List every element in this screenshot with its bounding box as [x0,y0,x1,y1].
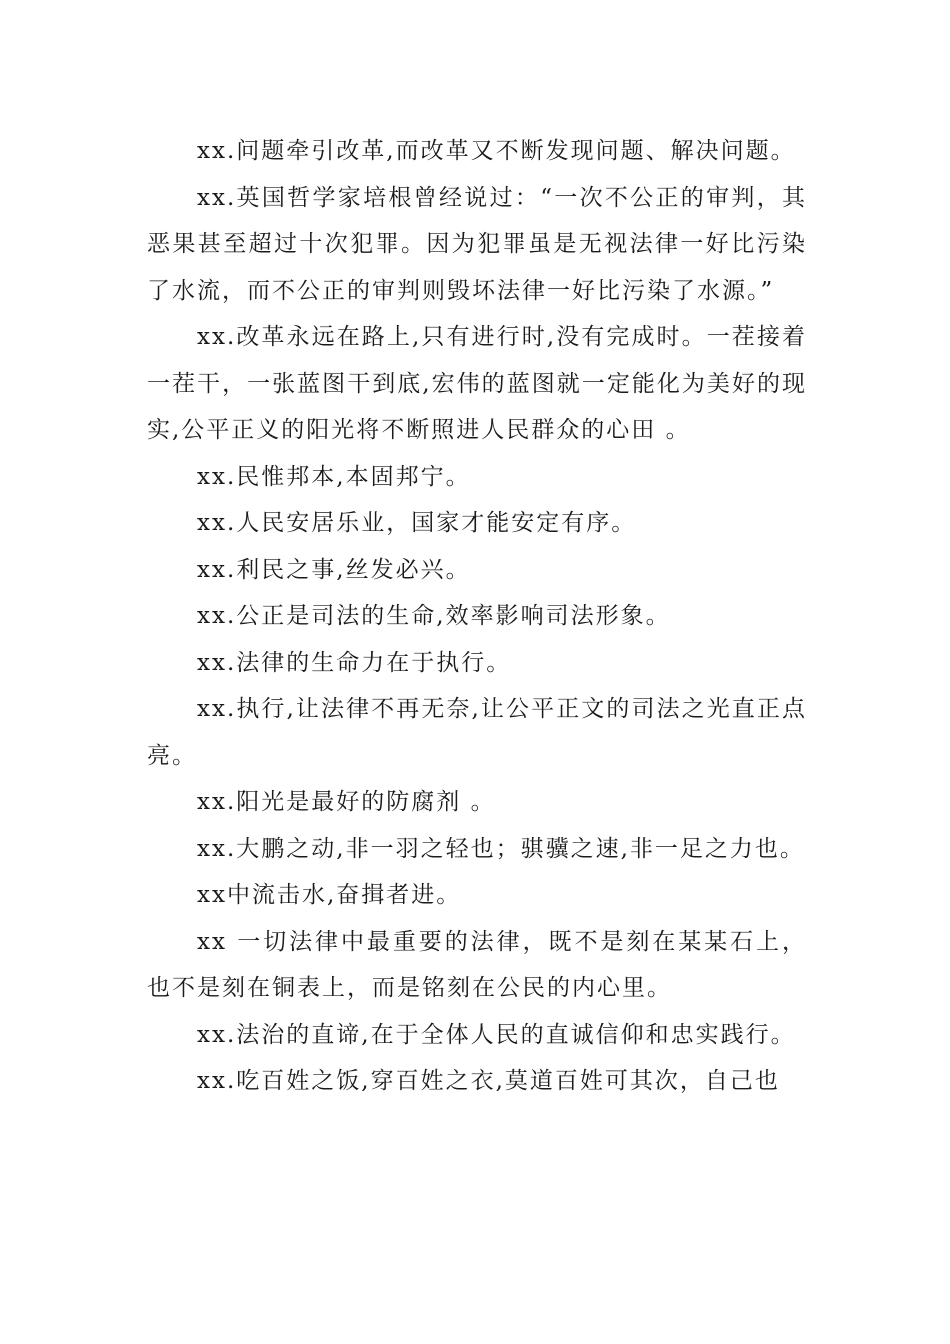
paragraph-9: xx.执行,让法律不再无奈,让公平正文的司法之光直正点亮。 [147,696,807,769]
paragraph-3: xx.改革永远在路上,只有进行时,没有完成时。一茬接着一茬干，一张蓝图干到底,宏伟的蓝图就一定能化为美好的现实,公平正义的阳光将不断照进人民群众的心田 。 [147,324,807,443]
paragraph-10: xx.阳光是最好的防腐剂 。 [197,789,496,815]
paragraph-6: xx.利民之事,丝发必兴。 [197,556,471,583]
paragraph-11: xx.大鹏之动,非一羽之轻也；骐骥之速,非一足之力也。 [197,835,805,862]
paragraph-12: xx中流击水,奋揖者进。 [197,882,462,908]
paragraph-4: xx.民惟邦本,本固邦宁。 [197,463,471,490]
paragraph-2: xx.英国哲学家培根曾经说过：“一次不公正的审判，其恶果甚至超过十次犯罪。因为犯罪虽是无视法律一好比污染了水流，而不公正的审判则毁坏法律一好比污染了水源。” [147,184,807,304]
paragraph-7: xx.公正是司法的生命,效率影响司法形象。 [197,603,671,629]
paragraph-1: xx.问题牵引改革,而改革又不断发现问题、解决问题。 [197,138,796,164]
paragraph-5: xx.人民安居乐业，国家才能安定有序。 [197,510,637,536]
document-body [147,128,807,1105]
paragraph-8: xx.法律的生命力在于执行。 [197,649,512,676]
paragraph-13: xx 一切法律中最重要的法律，既不是刻在某某石上，也不是刻在铜表上，而是铭刻在公民的内心里。 [147,928,807,1001]
paragraph-15: xx.吃百姓之饭,穿百姓之衣,莫道百姓可其次，自己也 [197,1068,780,1094]
paragraph-14: xx.法治的直谛,在于全体人民的直诚信仰和忠实践行。 [197,1021,796,1048]
